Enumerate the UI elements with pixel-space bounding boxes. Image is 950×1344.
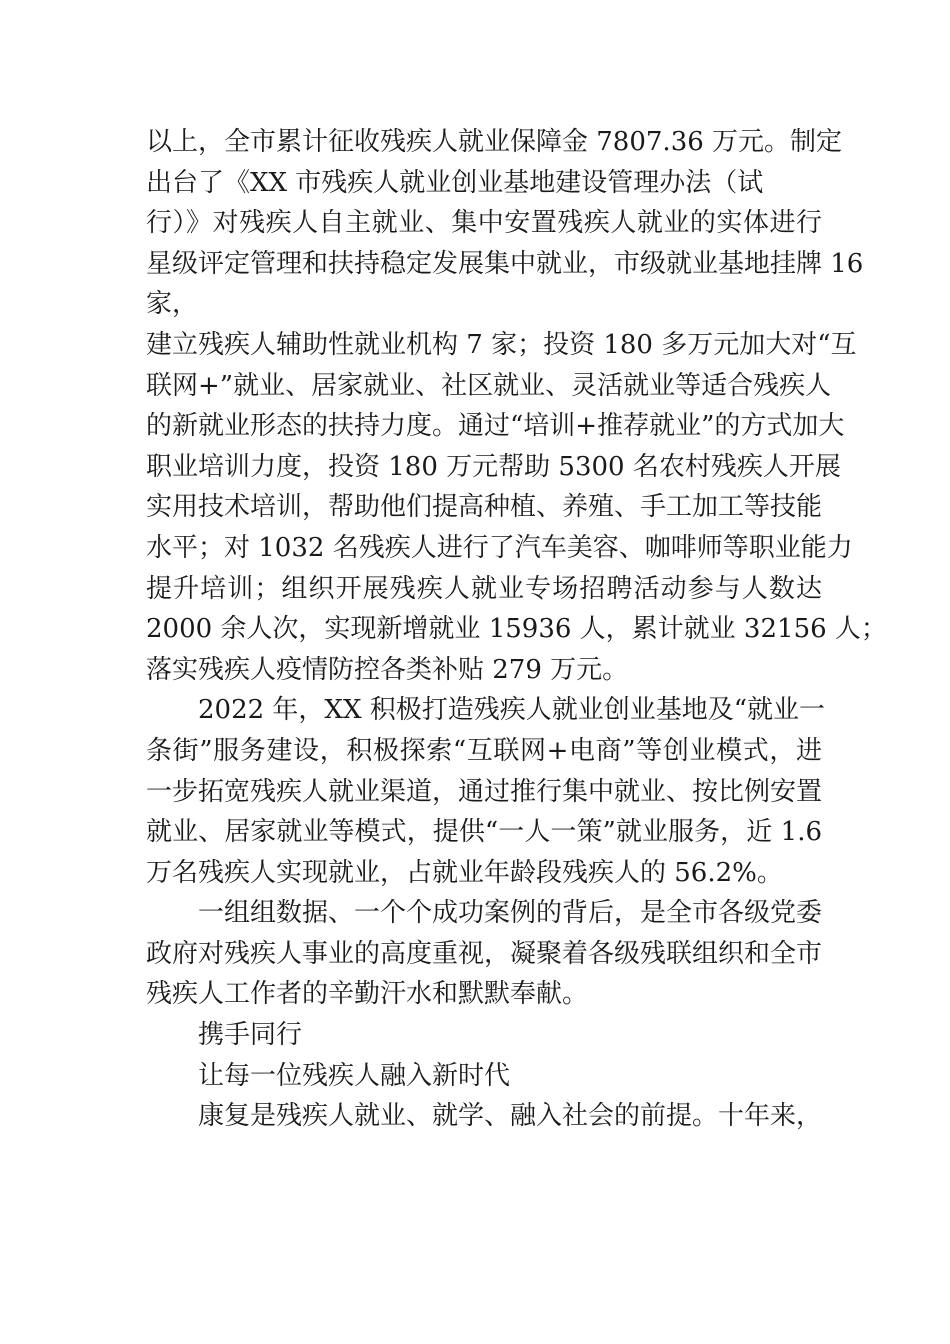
text-line: 一组组数据、一个个成功案例的背后，是全市各级党委 [198,898,823,929]
document-body [146,122,887,1137]
text-line: 出台了《XX 市残疾人就业创业基地建设管理办法（试 [146,167,764,198]
text-line: 家， [146,289,199,320]
section-subheading [146,1056,822,1097]
text-line: 行）》对残疾人自主就业、集中安置残疾人就业的实体进行 [146,208,822,239]
text-line: 水平；对 1032 名残疾人进行了汽车美容、咖啡师等职业能力 [146,532,853,563]
text-line: 联网+”就业、居家就业、社区就业、灵活就业等适合残疾人 [146,370,832,401]
text-line: 落实残疾人疫情防控各类补贴 279 万元。 [146,654,629,685]
paragraph-rehabilitation [146,1096,822,1137]
text-line: 的新就业形态的扶持力度。通过“培训+推荐就业”的方式加大 [146,411,845,442]
text-line: 实用技术培训，帮助他们提高种植、养殖、手工加工等技能 [146,492,823,523]
section-heading [146,1015,822,1056]
text-line: 2022 年，XX 积极打造残疾人就业创业基地及“就业一 [198,695,826,726]
text-line: 政府对残疾人事业的高度重视，凝聚着各级残联组织和全市 [146,938,823,969]
heading-line: 让每一位残疾人融入新时代 [198,1060,511,1091]
text-line: 一步拓宽残疾人就业渠道，通过推行集中就业、按比例安置 [146,776,823,807]
text-line: 条街”服务建设，积极探索“互联网+电商”等创业模式，进 [146,735,822,766]
text-line: 以上，全市累计征收残疾人就业保障金 7807.36 万元。制定 [146,127,843,157]
text-line: 残疾人工作者的辛勤汗水和默默奉献。 [146,979,589,1010]
heading-line: 携手同行 [198,1020,303,1051]
paragraph-appreciation [146,893,822,1015]
text-line: 就业、居家就业等模式，提供“一人一策”就业服务，近 1.6 [146,817,822,848]
text-line: 2000 余人次，实现新增就业 15936 人，累计就业 32156 人； [146,614,887,645]
text-line: 职业培训力度，投资 180 万元帮助 5300 名农村残疾人开展 [146,451,841,482]
text-line: 康复是残疾人就业、就学、融入社会的前提。十年来， [198,1101,823,1132]
paragraph-2022-initiatives [146,690,826,893]
paragraph-employment-stats [146,122,887,690]
text-line: 建立残疾人辅助性就业机构 7 家；投资 180 多万元加大对“互 [146,329,857,360]
text-line: 万名残疾人实现就业，占就业年龄段残疾人的 56.2%。 [146,857,783,888]
text-line: 星级评定管理和扶持稳定发展集中就业，市级就业基地挂牌 16 [146,248,864,279]
text-line: 提升培训；组织开展残疾人就业专场招聘活动参与人数达 [146,573,822,604]
